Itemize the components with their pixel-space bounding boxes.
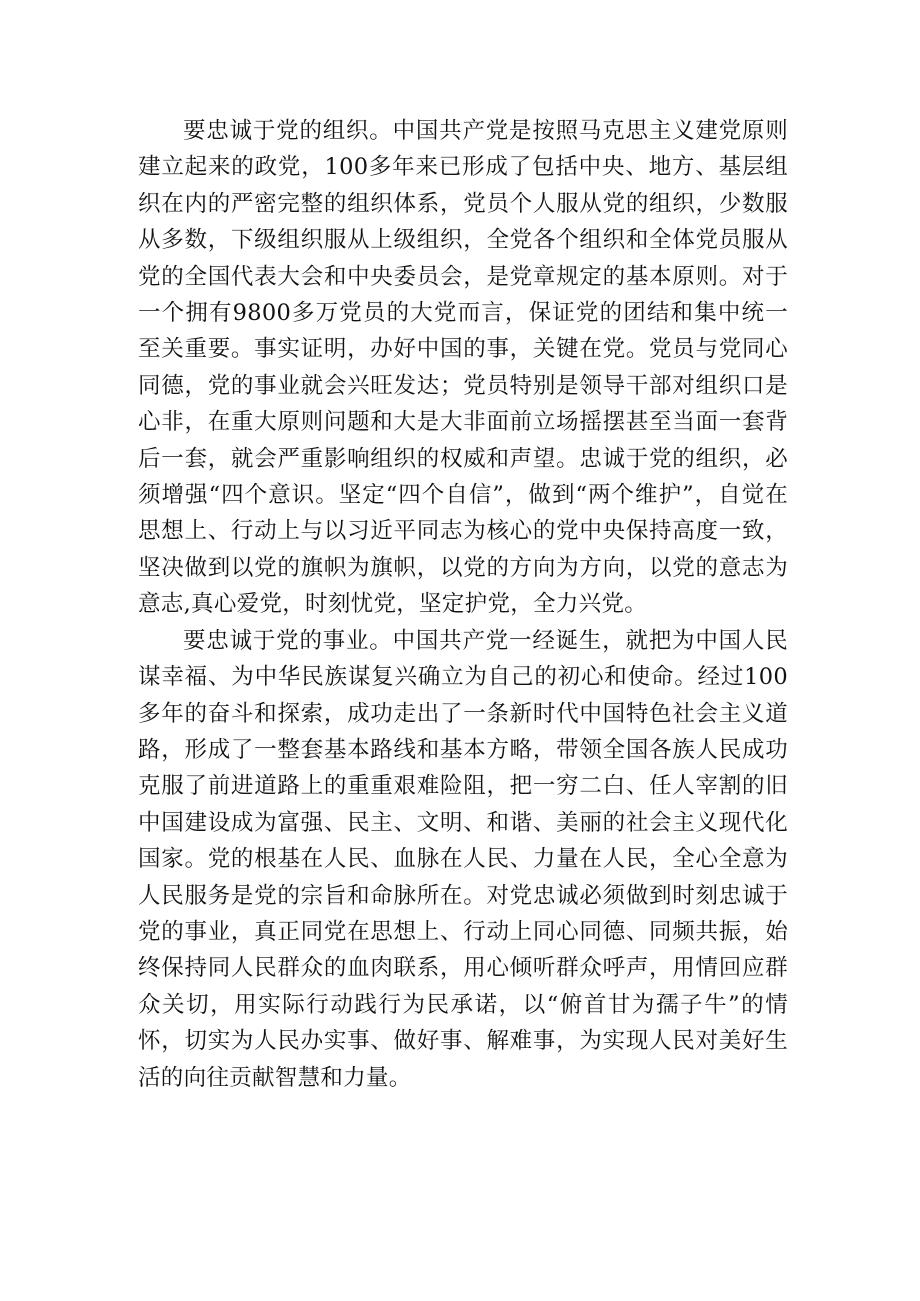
body-text xyxy=(138,113,788,1096)
paragraph-party-organization: 要忠诚于党的组织。中国共产党是按照马克思主义建党原则建立起来的政党，100多年来已形成了包括中央、地方、基层组织在内的严密完整的组织体系，党员个人服从党的组织，少数服从多数，下级组织服从上级组织，全党各个组织和全体党员服从党的全国代表大会和中央委员会，是党章规定的基本原则。对于一个拥有9800多万党员的大党而言，保证党的团结和集中统一至关重要。事实证明，办好中国的事，关键在党。党员与党同心同德，党的事业就会兴旺发达；党员特别是领导干部对组织口是心非，在重大原则问题和大是大非面前立场摇摆甚至当面一套背后一套，就会严重影响组织的权威和声望。忠诚于党的组织，必须增强“四个意识。坚定“四个自信”，做到“两个维护”，自觉在思想上、行动上与以习近平同志为核心的党中央保持高度一致，坚决做到以党的旗帜为旗帜，以党的方向为方向，以党的意志为意志,真心爱党，时刻忧党，坚定护党，全力兴党。 xyxy=(138,118,788,618)
paragraph-party-cause: 要忠诚于党的事业。中国共产党一经诞生，就把为中国人民谋幸福、为中华民族谋复兴确立为自己的初心和使命。经过100多年的奋斗和探索，成功走出了一条新时代中国特色社会主义道路，形成了一整套基本路线和基本方略，带领全国各族人民成功克服了前进道路上的重重艰难险阻，把一穷二白、任人宰割的旧中国建设成为富强、民主、文明、和谐、美丽的社会主义现代化国家。党的根基在人民、血脉在人民、力量在人民，全心全意为人民服务是党的宗旨和命脉所在。对党忠诚必须做到时刻忠诚于党的事业，真正同党在思想上、行动上同心同德、同频共振，始终保持同人民群众的血肉联系，用心倾听群众呼声，用情回应群众关切，用实际行动践行为民承诺，以“俯首甘为孺子牛”的情怀，切实为人民办实事、做好事、解难事，为实现人民对美好生活的向往贡献智慧和力量。 xyxy=(138,627,788,1091)
